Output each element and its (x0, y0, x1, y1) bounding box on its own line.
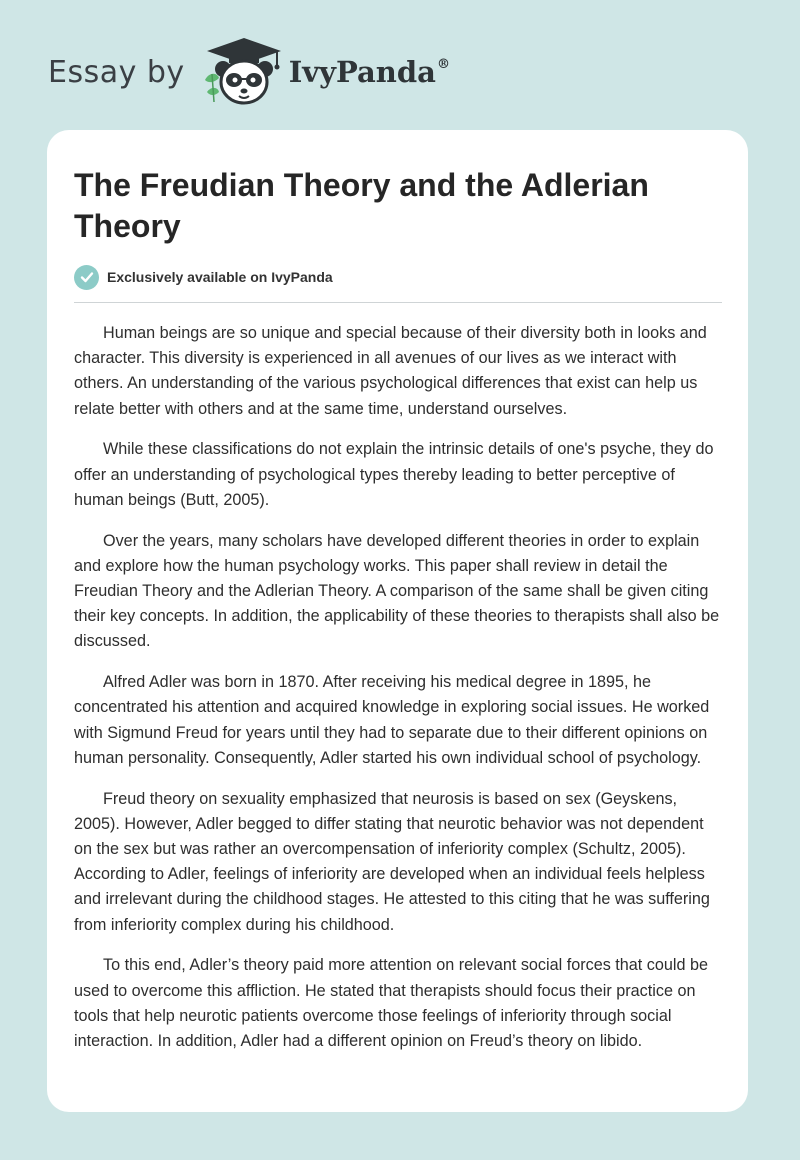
page-title: The Freudian Theory and the Adlerian Theory (74, 167, 649, 244)
checkmark-icon (74, 265, 99, 290)
divider (74, 302, 722, 303)
paragraph: Over the years, many scholars have developed different theories in order to explain and explore how the human psychology works. This paper shall review in detail the Freudian Theory and the Adlerian Theory. A comparison of the same shall be given citing their key concepts. In addition, the applicability of these theories to therapists shall also be discussed. (74, 531, 720, 651)
brand-name: IvyPanda® (288, 55, 450, 89)
exclusive-badge-text: Exclusively available on IvyPanda (107, 269, 333, 285)
paragraph: Human beings are so unique and special because of their diversity both in looks and character. This diversity is experienced in all avenues of our lives as we interact with others. An understanding of the various psychological differences that exist can help us relate better with others and at the same time, understand ourselves. (74, 324, 707, 418)
exclusive-badge (74, 264, 333, 290)
essay-body (74, 321, 726, 1070)
paragraph: To this end, Adler’s theory paid more attention on relevant social forces that could be used to overcome this affliction. He stated that therapists should focus their practice on tools that help neurotic patients overcome those feelings of inferiority through social interaction. In addition, Adler had a different opinion on Freud’s theory on libido. (74, 956, 708, 1051)
essay-by-label: Essay by (48, 54, 185, 90)
registered-mark: ® (436, 57, 450, 72)
paragraph: Alfred Adler was born in 1870. After receiving his medical degree in 1895, he concentrated his attention and acquired knowledge in exploring social issues. He worked with Sigmund Freud for years until they had to separate due to their different opinions on human personality. Consequently, Adler started his own individual school of psychology. (74, 673, 710, 767)
brand-header (48, 36, 450, 108)
paragraph: While these classifications do not explain the intrinsic details of one's psyche, they do offer an understanding of psychological types thereby leading to better perceptive of human beings (Butt, 2005). (74, 440, 714, 509)
essay-card (47, 130, 748, 1112)
panda-graduate-icon (201, 36, 287, 108)
paragraph: Freud theory on sexuality emphasized that neurosis is based on sex (Geyskens, 2005). However, Adler begged to differ stating that neurotic behavior was not dependent on the sex but was rather an overcompensation of inferiority complex (Schultz, 2005). According to Adler, feelings of inferiority are developed when an individual feels helpless and irrelevant during the childhood stages. He attested to this citing that he was suffering from inferiority complex during his childhood. (74, 789, 710, 934)
